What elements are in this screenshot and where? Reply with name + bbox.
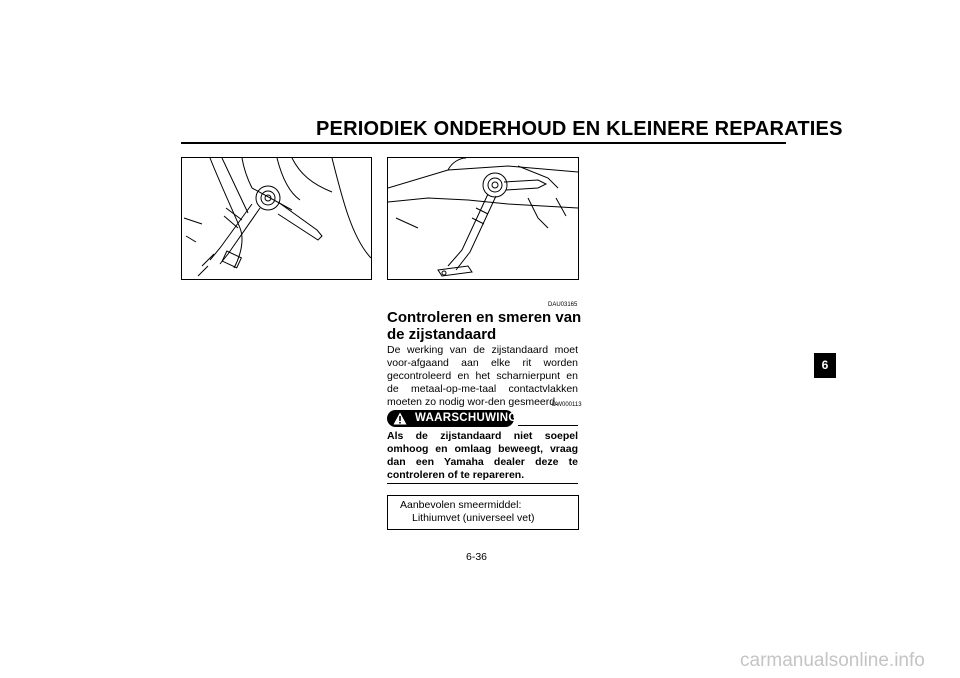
lubricant-label: Aanbevolen smeermiddel: — [400, 499, 522, 511]
section-title: Controleren en smeren van de zijstandaard — [387, 309, 582, 343]
page-number: 6-36 — [466, 551, 488, 563]
header-rule — [181, 142, 786, 144]
watermark: carmanualsonline.info — [740, 650, 925, 671]
sidestand-illustration — [387, 157, 579, 280]
warning-label: WAARSCHUWING — [415, 412, 518, 424]
footrest-illustration — [181, 157, 372, 280]
section-body-text: De werking van de zijstandaard moet voor-afgaand aan elke rit worden gecontroleerd en het scharnierpunt en de metaal-op-me-taal contactvlakken moeten zo nodig wor-den gesmeerd. — [387, 344, 578, 408]
section-code: DAU03165 — [548, 302, 578, 308]
warning-text: Als de zijstandaard niet soepel omhoog en omlaag beweegt, vraag dan een Yamaha dealer deze te controleren of te repareren. — [387, 430, 578, 481]
warning-bottom-rule — [387, 483, 578, 484]
warning-top-rule — [518, 425, 578, 426]
lubricant-spec-box — [387, 495, 579, 530]
warning-triangle-icon — [393, 412, 407, 425]
lubricant-value: Lithiumvet (universeel vet) — [412, 512, 535, 524]
chapter-tab: 6 — [814, 353, 836, 378]
warning-code: DW000113 — [552, 402, 582, 408]
page-header-title: PERIODIEK ONDERHOUD EN KLEINERE REPARATIES — [316, 118, 843, 140]
warning-badge — [387, 410, 518, 427]
